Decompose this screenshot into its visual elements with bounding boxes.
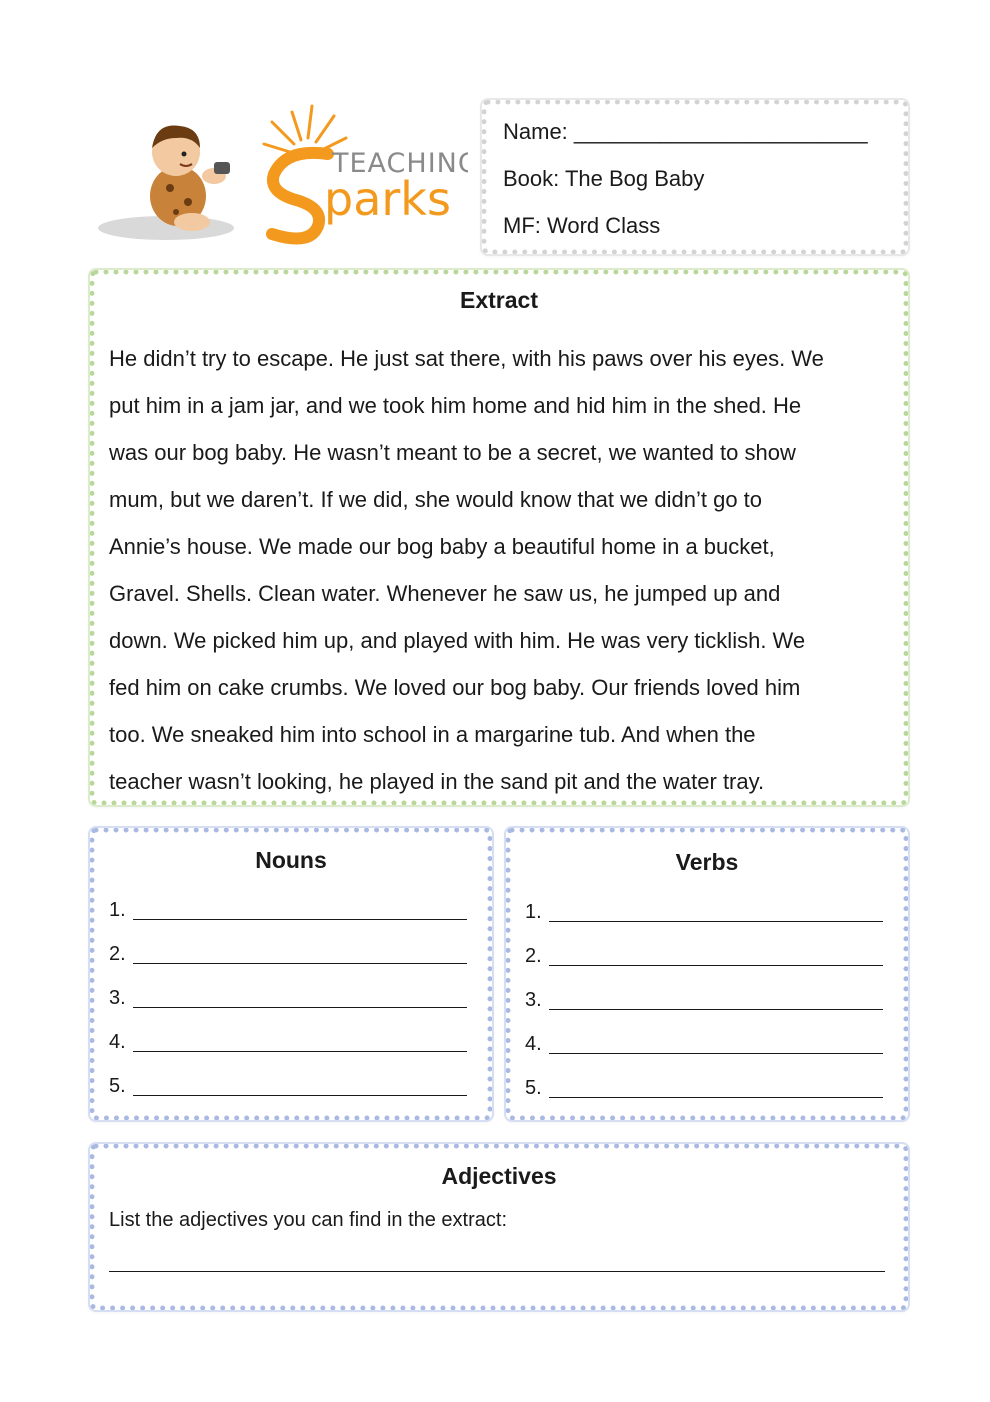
- answer-blank[interactable]: [549, 1035, 883, 1054]
- extract-line: mum, but we daren’t. If we did, she would know that we didn’t go to: [109, 487, 763, 512]
- extract-box: [90, 270, 908, 805]
- svg-text:parks: parks: [324, 172, 451, 226]
- row-number: 3.: [525, 989, 542, 1011]
- verb-answer-row[interactable]: [525, 1077, 883, 1100]
- caveman-mascot-icon: [96, 100, 468, 250]
- verbs-heading: Verbs: [675, 849, 739, 875]
- extract-heading: Extract: [460, 287, 538, 313]
- adjectives-answer-line[interactable]: [109, 1271, 885, 1272]
- name-field[interactable]: Name: ________________________: [503, 119, 868, 144]
- answer-blank[interactable]: [133, 989, 467, 1008]
- verb-answer-row[interactable]: [525, 945, 883, 968]
- nouns-box: [90, 828, 492, 1120]
- row-number: 5.: [109, 1075, 126, 1097]
- verbs-box: [506, 828, 908, 1120]
- extract-line: put him in a jam jar, and we took him home and hid him in the shed. He: [109, 393, 802, 418]
- row-number: 4.: [109, 1031, 126, 1053]
- adjectives-box: [90, 1144, 908, 1310]
- answer-blank[interactable]: [549, 991, 883, 1010]
- answer-blank[interactable]: [549, 1079, 883, 1098]
- extract-line: down. We picked him up, and played with him. He was very ticklish. We: [109, 628, 806, 653]
- extract-text: [109, 335, 885, 805]
- noun-answer-row[interactable]: [109, 1031, 467, 1054]
- noun-answer-row[interactable]: [109, 899, 467, 922]
- answer-blank[interactable]: [133, 1033, 467, 1052]
- answer-blank[interactable]: [549, 903, 883, 922]
- row-number: 1.: [525, 901, 542, 923]
- noun-answer-row[interactable]: [109, 987, 467, 1010]
- verb-answer-row[interactable]: [525, 989, 883, 1012]
- answer-blank[interactable]: [133, 1077, 467, 1096]
- book-title: Book: The Bog Baby: [503, 166, 705, 191]
- noun-answer-row[interactable]: [109, 1075, 467, 1098]
- svg-text:TEACHING: TEACHING: [332, 148, 468, 179]
- row-number: 1.: [109, 899, 126, 921]
- adjectives-heading: Adjectives: [441, 1163, 557, 1189]
- student-info-box: [482, 100, 908, 254]
- row-number: 4.: [525, 1033, 542, 1055]
- extract-line: He didn’t try to escape. He just sat there, with his paws over his eyes. We: [109, 346, 824, 371]
- nouns-heading: Nouns: [255, 847, 327, 873]
- teaching-sparks-logo: [96, 100, 468, 250]
- extract-line: teacher wasn’t looking, he played in the sand pit and the water tray.: [109, 769, 765, 794]
- noun-answer-row[interactable]: [109, 943, 467, 966]
- answer-blank[interactable]: [133, 945, 467, 964]
- answer-blank[interactable]: [133, 901, 467, 920]
- extract-line: too. We sneaked him into school in a margarine tub. And when the: [109, 722, 756, 747]
- adjectives-prompt: List the adjectives you can find in the extract:: [109, 1209, 507, 1231]
- verb-answer-row[interactable]: [525, 1033, 883, 1056]
- extract-line: was our bog baby. He wasn’t meant to be a secret, we wanted to show: [109, 440, 796, 465]
- extract-line: Gravel. Shells. Clean water. Whenever he saw us, he jumped up and: [109, 581, 781, 606]
- verb-answer-row[interactable]: [525, 901, 883, 924]
- extract-line: fed him on cake crumbs. We loved our bog baby. Our friends loved him: [109, 675, 801, 700]
- row-number: 2.: [109, 943, 126, 965]
- row-number: 5.: [525, 1077, 542, 1099]
- row-number: 2.: [525, 945, 542, 967]
- extract-line: Annie’s house. We made our bog baby a beautiful home in a bucket,: [109, 534, 775, 559]
- row-number: 3.: [109, 987, 126, 1009]
- answer-blank[interactable]: [549, 947, 883, 966]
- mf-topic: MF: Word Class: [503, 213, 661, 238]
